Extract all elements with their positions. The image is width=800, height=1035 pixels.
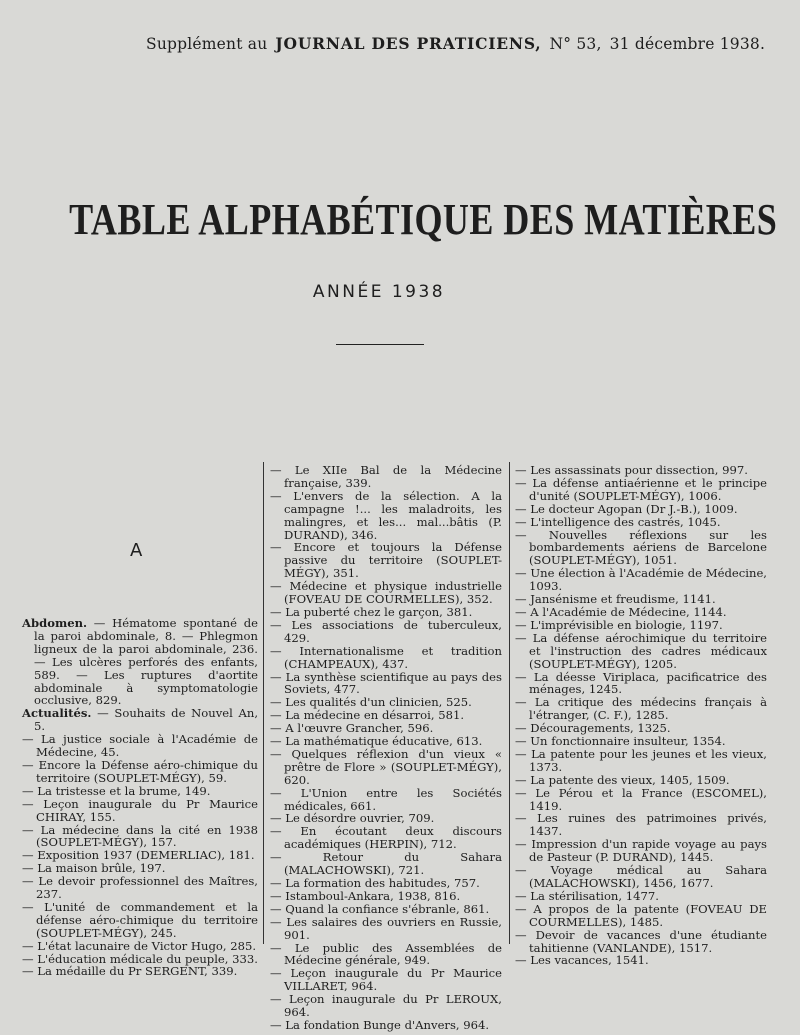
index-entry: — Le public des Assemblées de Médecine générale, 949. bbox=[270, 940, 502, 968]
index-entry: — La médecine dans la cité en 1938 (SOUPLET-MÉGY), 157. bbox=[22, 822, 258, 850]
index-column-2 bbox=[270, 464, 502, 1032]
index-entry: — La fondation Bunge d'Anvers, 964. bbox=[270, 1017, 490, 1032]
index-column-1 bbox=[22, 617, 258, 978]
index-entry: — La déesse Viriplaca, pacificatrice des ménages, 1245. bbox=[515, 669, 767, 697]
index-entry: — Découragements, 1325. bbox=[515, 721, 671, 736]
index-entry: — Encore et toujours la Défense passive du territoire (SOUPLET-MÉGY), 351. bbox=[270, 540, 502, 581]
index-entry: — La stérilisation, 1477. bbox=[515, 888, 659, 903]
index-entry: — Leçon inaugurale du Pr Maurice VILLARET, 964. bbox=[270, 966, 502, 994]
index-entry: — L'état lacunaire de Victor Hugo, 285. bbox=[22, 938, 257, 953]
index-entry: — L'envers de la sélection. A la campagne !... les maladroits, les malingres, et les... mal...bâtis (P. DURAND), 346. bbox=[270, 488, 502, 542]
index-entry: — L'Union entre les Sociétés médicales, 661. bbox=[270, 785, 502, 813]
index-entry: — La médecine en désarroi, 581. bbox=[270, 708, 465, 723]
index-entry: — La patente pour les jeunes et les vieux, 1373. bbox=[515, 746, 767, 774]
index-entry: — Leçon inaugurale du Pr Maurice CHIRAY, 155. bbox=[22, 796, 258, 824]
index-entry: — Le Pérou et la France (ESCOMEL), 1419. bbox=[515, 785, 767, 813]
index-entry: — Le docteur Agopan (Dr J.-B.), 1009. bbox=[515, 501, 738, 516]
index-entry: — Les salaires des ouvriers en Russie, 901. bbox=[270, 914, 502, 942]
index-entry: — La médaille du Pr SERGENT, 339. bbox=[22, 964, 238, 979]
index-entry: — Les associations de tuberculeux, 429. bbox=[270, 617, 502, 645]
index-entry: — L'intelligence des castrés, 1045. bbox=[515, 514, 721, 529]
index-entry: — La maison brûle, 197. bbox=[22, 861, 166, 876]
index-entry: — Internationalisme et tradition (CHAMPEAUX), 437. bbox=[270, 643, 502, 671]
index-entry: — Encore la Défense aéro-chimique du territoire (SOUPLET-MÉGY), 59. bbox=[22, 757, 258, 785]
index-entry: — La critique des médecins français à l'étranger, (C. F.), 1285. bbox=[515, 695, 767, 723]
index-entry: — Le désordre ouvrier, 709. bbox=[270, 811, 435, 826]
index-entry: — A l'œuvre Grancher, 596. bbox=[270, 721, 434, 736]
index-entry: — La justice sociale à l'Académie de Médecine, 45. bbox=[22, 732, 258, 760]
section-letter: A bbox=[130, 540, 143, 561]
supplement-label: Supplément au bbox=[146, 35, 268, 53]
index-entry: — Nouvelles réflexions sur les bombardements aériens de Barcelone (SOUPLET-MÉGY), 1051. bbox=[515, 527, 767, 568]
index-entry: — Quelques réflexion d'un vieux « prêtre de Flore » (SOUPLET-MÉGY), 620. bbox=[270, 746, 502, 787]
index-entry: — Exposition 1937 (DEMERLIAC), 181. bbox=[22, 848, 255, 863]
index-entry: — L'éducation médicale du peuple, 333. bbox=[22, 951, 258, 966]
index-entry: — Leçon inaugurale du Pr LEROUX, 964. bbox=[270, 992, 502, 1020]
index-entry: — A propos de la patente (FOVEAU DE COURMELLES), 1485. bbox=[515, 901, 767, 929]
index-entry: — Quand la confiance s'ébranle, 861. bbox=[270, 901, 490, 916]
index-entry: — La tristesse et la brume, 149. bbox=[22, 783, 211, 798]
index-entry: — Médecine et physique industrielle (FOVEAU DE COURMELLES), 352. bbox=[270, 579, 502, 607]
index-entry: — La défense aérochimique du territoire et l'instruction des cadres médicaux (SOUPLET-MÉGY), 1205. bbox=[515, 630, 767, 671]
index-entry: — En écoutant deux discours académiques (HERPIN), 712. bbox=[270, 824, 502, 852]
running-header bbox=[146, 34, 766, 53]
index-entry: — Les vacances, 1541. bbox=[515, 953, 649, 968]
index-entry: — Les qualités d'un clinicien, 525. bbox=[270, 695, 472, 710]
index-entry: — Istamboul-Ankara, 1938, 816. bbox=[270, 888, 461, 903]
year-subtitle: ANNÉE 1938 bbox=[312, 282, 446, 302]
index-entry: — Retour du Sahara (MALACHOWSKI), 721. bbox=[270, 850, 502, 878]
index-entry: — Voyage médical au Sahara (MALACHOWSKI), 1456, 1677. bbox=[515, 863, 767, 890]
column-divider bbox=[263, 462, 264, 944]
index-entry: Actualités. — Souhaits de Nouvel An, 5. bbox=[22, 706, 258, 734]
page-title: TABLE ALPHABÉTIQUE DES MATIÈRES bbox=[69, 195, 778, 244]
issue-number: N° 53, bbox=[549, 35, 602, 53]
index-entry: — Le XIIe Bal de la Médecine française, 339. bbox=[270, 463, 502, 490]
index-entry: — L'imprévisible en biologie, 1197. bbox=[515, 617, 723, 632]
index-entry: — La défense antiaérienne et le principe d'unité (SOUPLET-MÉGY), 1006. bbox=[515, 475, 767, 503]
index-entry: — Impression d'un rapide voyage au pays de Pasteur (P. DURAND), 1445. bbox=[515, 837, 767, 865]
index-entry: — La mathématique éducative, 613. bbox=[270, 734, 483, 749]
index-entry: — Les assassinats pour dissection, 997. bbox=[515, 463, 748, 477]
index-entry: — La puberté chez le garçon, 381. bbox=[270, 604, 473, 619]
index-entry: — A l'Académie de Médecine, 1144. bbox=[515, 604, 727, 619]
index-entry: — Un fonctionnaire insulteur, 1354. bbox=[515, 734, 726, 749]
issue-date: 31 décembre 1938. bbox=[609, 35, 766, 53]
index-entry: Abdomen. — Hématome spontané de la paroi abdominale, 8. — Phlegmon ligneux de la paroi abdominale, 236. — Les ulcères perforés des enfants, 589. — Les ruptures d'aortite abdominale à symptomatologie occlusive, 829. bbox=[22, 616, 258, 708]
index-entry: — Devoir de vacances d'une étudiante tahitienne (VANLANDE), 1517. bbox=[515, 927, 767, 955]
index-entry: — Jansénisme et freudisme, 1141. bbox=[515, 592, 716, 607]
index-column-3 bbox=[515, 464, 767, 967]
index-entry: — La patente des vieux, 1405, 1509. bbox=[515, 772, 730, 787]
index-entry: — Le devoir professionnel des Maîtres, 237. bbox=[22, 874, 258, 902]
index-entry: — Une élection à l'Académie de Médecine, 1093. bbox=[515, 566, 767, 594]
index-entry: — La synthèse scientifique au pays des Soviets, 477. bbox=[270, 669, 502, 697]
column-divider bbox=[509, 462, 510, 944]
index-entry: — La formation des habitudes, 757. bbox=[270, 876, 480, 890]
index-entry: — Les ruines des patrimoines privés, 1437. bbox=[515, 811, 767, 839]
title-rule bbox=[336, 344, 424, 345]
journal-name: JOURNAL DES PRATICIENS, bbox=[275, 34, 542, 53]
index-entry: — L'unité de commandement et la défense aéro-chimique du territoire (SOUPLET-MÉGY), 245. bbox=[22, 899, 258, 940]
